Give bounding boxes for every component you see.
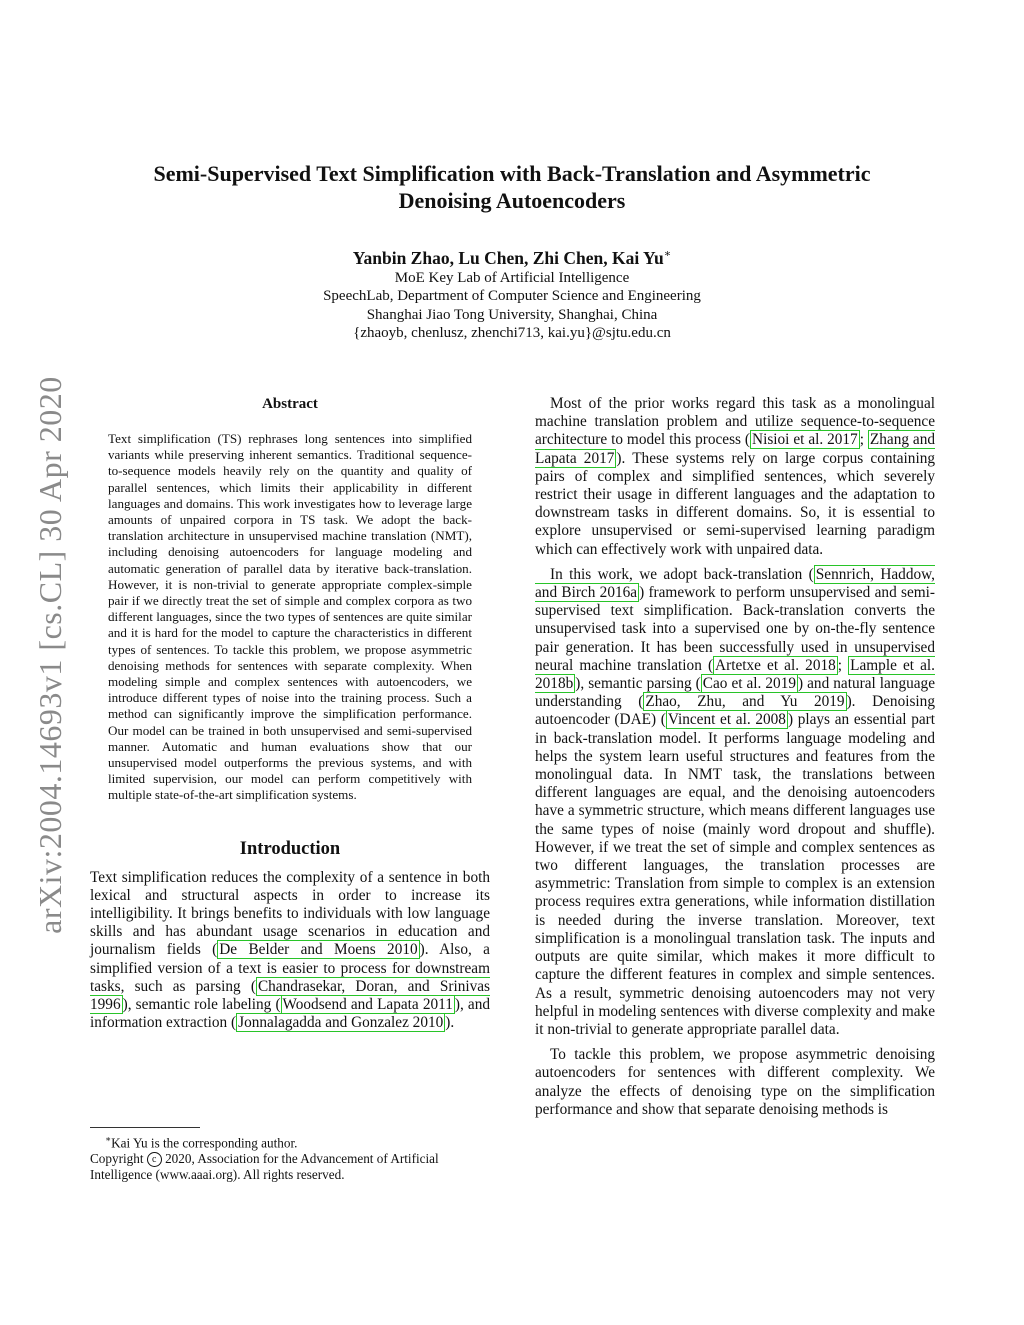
citation-link[interactable]: Lample et al. 2018b bbox=[535, 656, 935, 693]
citation-link[interactable]: Artetxe et al. 2018 bbox=[715, 656, 836, 674]
body-text: ) framework to perform unsupervised and semi-supervised text simplification. Back-translation converts the unsupervised task into a supervised one by on-the-fly sentence pair generation. It has been successfully used in unsupervised neural machine translation ( bbox=[535, 584, 935, 674]
footnote-text: Kai Yu is the corresponding author. bbox=[111, 1135, 298, 1151]
left-column bbox=[90, 395, 490, 1033]
citation-link[interactable]: Zhao, Zhu, and Yu 2019 bbox=[645, 693, 845, 711]
copyright-notice bbox=[90, 1151, 490, 1183]
copyright-word: Copyright bbox=[90, 1151, 144, 1167]
body-paragraph-3: To tackle this problem, we propose asymmetric denoising autoencoders for sentences with different complexity. We analyze the effects of denoising type on the simplification performance and show that separate denoising methods is bbox=[535, 1046, 935, 1118]
copyright-symbol-icon: c bbox=[147, 1152, 162, 1167]
body-text: ; bbox=[837, 656, 849, 674]
body-text: ; bbox=[859, 431, 868, 449]
body-text: ) and natural language understanding ( bbox=[535, 675, 935, 711]
citation-link[interactable]: Chandrasekar, Doran, and Srinivas 1996 bbox=[90, 977, 491, 1014]
author-names bbox=[90, 243, 934, 269]
citation-link[interactable]: Woodsend and Lapata 2011 bbox=[282, 996, 453, 1014]
citation-link[interactable]: Nisioi et al. 2017 bbox=[752, 431, 858, 449]
intro-text: ). bbox=[445, 1014, 455, 1032]
copyright-text: 2020, Association for the Advancement of Artificial Intelligence (www.aaai.org). All rights reserved. bbox=[90, 1151, 439, 1183]
citation-link[interactable]: Jonnalagadda and Gonzalez 2010 bbox=[238, 1014, 444, 1032]
body-text: ). Denoising autoencoder (DAE) ( bbox=[535, 693, 935, 729]
citation-link[interactable]: De Belder and Moens 2010 bbox=[219, 941, 418, 959]
footnote-rule bbox=[90, 1127, 200, 1128]
author-block bbox=[90, 243, 934, 343]
body-text: Most of the prior works regard this task as a monolingual machine translation problem and utilize sequence-to-sequence architecture to model this process ( bbox=[535, 395, 935, 449]
author-emails: {zhaoyb, chenlusz, zhenchi713, kai.yu}@sjtu.edu.cn bbox=[353, 325, 671, 342]
affiliation-university: Shanghai Jiao Tong University, Shanghai, China bbox=[366, 306, 658, 323]
body-text: ). These systems rely on large corpus containing pairs of complex and simplified sentences, which severely restrict their usage in different languages and the adaptation to downstream tasks in different domains. So, it is essential to explore unsupervised or semi-supervised learning paradigm which can effectively work with unpaired data. bbox=[535, 449, 935, 558]
affiliation-department: SpeechLab, Department of Computer Science and Engineering bbox=[323, 288, 701, 305]
affiliation-lab: MoE Key Lab of Artificial Intelligence bbox=[394, 269, 630, 286]
introduction-paragraph bbox=[90, 869, 490, 1033]
right-column bbox=[535, 395, 935, 1126]
footnote-mark: ∗ bbox=[105, 1134, 112, 1144]
citation-link[interactable]: Vincent et al. 2008 bbox=[667, 711, 786, 729]
introduction-heading: Introduction bbox=[239, 838, 341, 859]
citation-link[interactable]: Cao et al. 2019 bbox=[702, 675, 797, 693]
abstract-heading: Abstract bbox=[262, 396, 318, 412]
intro-text: ), and information extraction ( bbox=[90, 996, 490, 1032]
corresponding-author-footnote bbox=[90, 1131, 490, 1151]
arxiv-identifier: arXiv:2004.14693v1 [cs.CL] 30 Apr 2020 bbox=[32, 376, 68, 934]
intro-text: ). Also, a simplified version of a text is easier to process for downstream tasks, such as parsing ( bbox=[90, 941, 490, 995]
author-list: Yanbin Zhao, Lu Chen, Zhi Chen, Kai Yu bbox=[352, 247, 664, 268]
title-line-1: Semi-Supervised Text Simplification with Back-Translation and Asymmetric bbox=[153, 161, 871, 186]
author-footnote-mark: ∗ bbox=[663, 248, 672, 260]
title-line-2: Denoising Autoencoders bbox=[398, 188, 626, 213]
footnote-block bbox=[90, 1127, 490, 1183]
citation-link[interactable]: Sennrich, Haddow, and Birch 2016a bbox=[535, 565, 935, 602]
body-paragraph-2 bbox=[535, 566, 935, 1039]
citation-link[interactable]: Zhang and Lapata 2017 bbox=[535, 431, 935, 467]
body-text: ), semantic parsing ( bbox=[575, 675, 701, 693]
abstract-text: Text simplification (TS) rephrases long sentences into simplified variants while preserving inherent semantics. Traditional sequence-to-sequence models heavily rely on the quantity and quality of parallel sentences, which limits their applicability in different languages and domains. This work investigates how to leverage large amounts of unpaired corpora in TS task. We adopt the back-translation architecture in unsupervised machine translation (NMT), including denoising autoencoders for language modeling and automatic generation of parallel data by iterative back-translation. However, it is non-trivial to generate appropriate complex-simple pair if we directly treat the set of simple and complex corpora as two different languages, since the two types of sentences are quite similar and it is hard for the model to capture the characteristics in different types of sentences. To tackle this problem, we propose asymmetric denoising methods for sentences with separate complexity. When modeling simple and complex sentences with autoencoders, we introduce different types of noise into the training process. Such a method can significantly improve the simplification performance. Our model can be trained in both unsupervised and semi-supervised manner. Automatic and human evaluations show that our unsupervised model outperforms the previous systems, and with limited supervision, our model can perform competitively with multiple state-of-the-art simplification systems. bbox=[108, 431, 472, 803]
paper-title bbox=[90, 160, 934, 214]
intro-text: ), semantic role labeling ( bbox=[122, 996, 281, 1014]
body-paragraph-1 bbox=[535, 395, 935, 559]
body-text: In this work, we adopt back-translation ( bbox=[550, 565, 814, 583]
intro-text: Text simplification reduces the complexity of a sentence in both lexical and structural aspects in order to increase its intelligibility. It brings benefits to individuals with low language skills and has abundant usage scenarios in education and journalism fields ( bbox=[90, 868, 490, 959]
body-text: ) plays an essential part in back-translation model. It performs language modeling and helps the system learn useful structures and features from the monolingual data. In NMT task, the translations between different languages are equal, and the denoising autoencoders have a symmetric structure, which means different languages use the same types of noise (mainly word dropout and shuffle). However, if we treat the set of simple and complex sentences as two different languages, the translation processes are asymmetric: Translation from simple to complex is an extension process requires extra generations, while information distillation is needed during the inverse translation. Moreover, text simplification is a monolingual translation task. The inputs and outputs are quite similar, which makes it more difficult to capture the different features in complex and simple sentences. As a result, symmetric denoising autoencoders may not very helpful in modeling sentences with diverse complexity and make it non-trivial to generate appropriate parallel data. bbox=[535, 711, 935, 1038]
